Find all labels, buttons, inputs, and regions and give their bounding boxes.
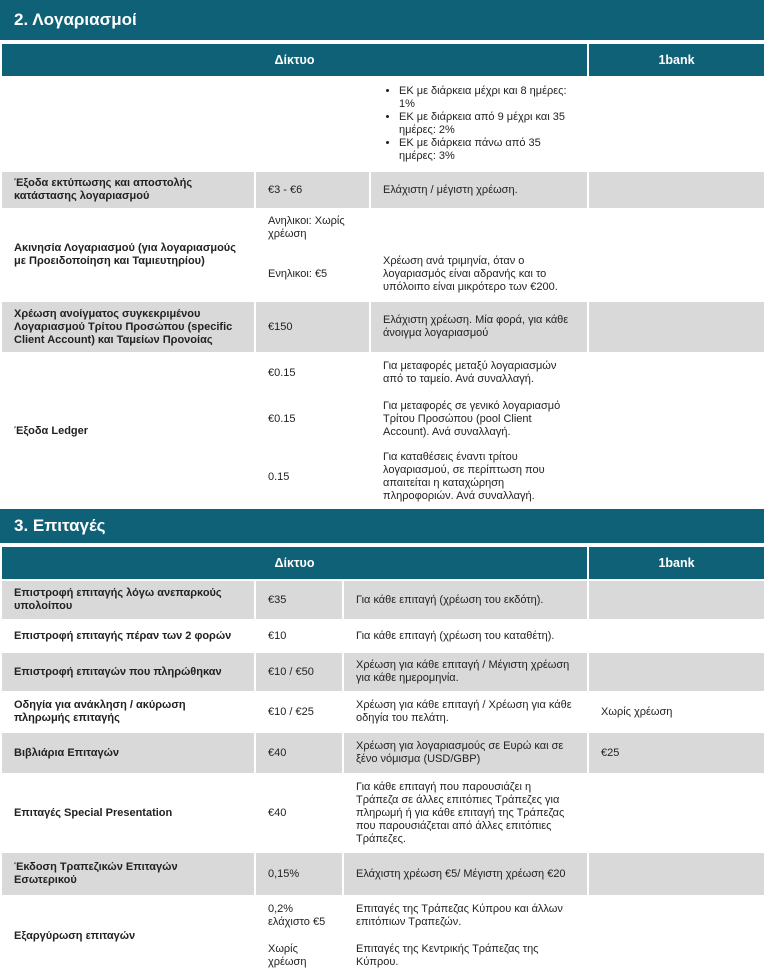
dormant-adult-desc: Χρέωση ανά τριμηνία, όταν ο λογαριασμός είναι αδρανής και το υπόλοιπο είναι μικρότερο των €200.: [370, 247, 588, 301]
section-title-accounts: 2. Λογαριασμοί: [0, 0, 764, 40]
cheque-fee-value: €10: [255, 620, 343, 652]
empty-cell: [588, 393, 764, 445]
encashment-fee: Χωρίς χρέωση: [255, 936, 343, 976]
ledger-fee: €0.15: [255, 393, 370, 445]
penalty-item: • ΕΚ με διάρκεια από 9 μέχρι και 35 ημέρες: 2%: [399, 111, 575, 137]
penalty-item: • ΕΚ με διάρκεια πάνω από 35 ημέρες: 3%: [399, 137, 575, 163]
cheque-fee-value: €40: [255, 732, 343, 774]
empty-cell: [588, 353, 764, 393]
empty-cell: [588, 77, 764, 171]
section-title-cheques: 3. Επιταγές: [0, 509, 764, 543]
penalty-list-cell: [370, 77, 588, 171]
client-account-desc: Ελάχιστη χρέωση. Μία φορά, για κάθε άνοιγμα λογαριασμού: [370, 301, 588, 353]
cheque-fee-bank: [588, 620, 764, 652]
table-row: [1, 732, 764, 774]
table-row: [1, 692, 764, 732]
table-row: [1, 171, 764, 209]
ledger-fee: 0.15: [255, 445, 370, 509]
cheque-fee-label: Έκδοση Τραπεζικών Επιταγών Εσωτερικού: [1, 852, 255, 896]
cheque-fee-label: Οδηγία για ανάκληση / ακύρωση πληρωμής επιταγής: [1, 692, 255, 732]
network-column-header: Δίκτυο: [1, 546, 588, 580]
dormant-minor-fee: Ανηλικοι: Χωρίς χρέωση: [255, 209, 370, 247]
ledger-desc: Για μεταφορές σε γενικό λογαριασμό Τρίτου Προσώπου (pool Client Account). Ανά συναλλαγή.: [370, 393, 588, 445]
penalty-list: [383, 85, 575, 163]
cheque-fee-bank: [588, 774, 764, 852]
statement-fee-bank: [588, 171, 764, 209]
cheque-fee-desc: Για κάθε επιταγή (χρέωση του καταθέτη).: [343, 620, 588, 652]
table-row: [1, 301, 764, 353]
table-row: [1, 652, 764, 692]
1bank-column-header: 1bank: [588, 43, 764, 77]
accounts-fee-table: [0, 42, 764, 510]
cheque-fee-desc: Για κάθε επιταγή (χρέωση του εκδότη).: [343, 580, 588, 620]
cheque-fee-label: Επιστροφή επιταγών που πληρώθηκαν: [1, 652, 255, 692]
empty-cell: [588, 896, 764, 936]
dormant-account-label: Ακινησία Λογαριασμού (για λογαριασμούς με Προειδοποίηση και Ταμιευτηρίου): [1, 209, 255, 301]
table-row: [1, 620, 764, 652]
cheque-fee-desc: Χρέωση για κάθε επιταγή / Μέγιστη χρέωση για κάθε ημερομηνία.: [343, 652, 588, 692]
encashment-label: Εξαργύρωση επιταγών: [1, 896, 255, 976]
empty-cell: [255, 77, 370, 171]
statement-fee-label: Έξοδα εκτύπωσης και αποστολής κατάστασης λογαριασμού: [1, 171, 255, 209]
empty-cell: [1, 77, 255, 171]
cheque-fee-desc: Για κάθε επιταγή που παρουσιάζει η Τράπεζα σε άλλες επιτόπιες Τράπεζες για πληρωμή ή για κάθε επιταγή της Τράπεζας που παρουσιάζεται από άλλες επιτόπιες Τράπεζες.: [343, 774, 588, 852]
empty-cell: [588, 445, 764, 509]
dormant-adult-fee: Ενηλικοι: €5: [255, 247, 370, 301]
empty-cell: [588, 247, 764, 301]
1bank-column-header: 1bank: [588, 546, 764, 580]
client-account-fee: €150: [255, 301, 370, 353]
ledger-desc: Για μεταφορές μεταξύ λογαριασμών από το ταμείο. Ανά συναλλαγή.: [370, 353, 588, 393]
table-row: [1, 353, 764, 393]
table-row: [1, 209, 764, 247]
empty-cell: [588, 209, 764, 247]
table-row: [1, 774, 764, 852]
ledger-desc: Για καταθέσεις έναντι τρίτου λογαριασμού, σε περίπτωση που απαιτείται η καταχώρηση πληροφοριών. Ανά συναλλαγή.: [370, 445, 588, 509]
cheque-fee-desc: Ελάχιστη χρέωση €5/ Μέγιστη χρέωση €20: [343, 852, 588, 896]
cheque-fee-bank: Χωρίς χρέωση: [588, 692, 764, 732]
ledger-fee: €0.15: [255, 353, 370, 393]
client-account-label: Χρέωση ανοίγματος συγκεκριμένου Λογαριασμού Τρίτου Προσώπου (specific Client Account) και Ταμείων Προνοίας: [1, 301, 255, 353]
cheque-fee-value: €40: [255, 774, 343, 852]
cheque-fee-value: 0,15%: [255, 852, 343, 896]
cheque-fee-label: Επιστροφή επιταγής λόγω ανεπαρκούς υπολοίπου: [1, 580, 255, 620]
penalty-item: • ΕΚ με διάρκεια μέχρι και 8 ημέρες: 1%: [399, 85, 575, 111]
cheque-fee-desc: Χρέωση για λογαριασμούς σε Ευρώ και σε ξένο νόμισμα (USD/GBP): [343, 732, 588, 774]
empty-cell: [588, 936, 764, 976]
cheque-fee-label: Βιβλιάρια Επιταγών: [1, 732, 255, 774]
statement-fee-desc: Ελάχιστη / μέγιστη χρέωση.: [370, 171, 588, 209]
cheque-fee-bank: [588, 652, 764, 692]
encashment-fee: 0,2% ελάχιστο €5: [255, 896, 343, 936]
table-row: [1, 896, 764, 936]
cheque-fee-bank: [588, 580, 764, 620]
table-row: [1, 852, 764, 896]
empty-cell: [588, 301, 764, 353]
network-column-header: Δίκτυο: [1, 43, 588, 77]
ledger-label: Έξοδα Ledger: [1, 353, 255, 509]
table-row: [1, 580, 764, 620]
encashment-desc: Επιταγές της Κεντρικής Τράπεζας της Κύπρου.: [343, 936, 588, 976]
encashment-desc: Επιταγές της Τράπεζας Κύπρου και άλλων επιτόπιων Τραπεζών.: [343, 896, 588, 936]
empty-cell: [370, 209, 588, 247]
cheque-fee-value: €35: [255, 580, 343, 620]
cheque-fee-label: Επιστροφή επιταγής πέραν των 2 φορών: [1, 620, 255, 652]
cheques-fee-table: [0, 545, 764, 977]
cheque-fee-desc: Χρέωση για κάθε επιταγή / Χρέωση για κάθε οδηγία του πελάτη.: [343, 692, 588, 732]
cheque-fee-label: Επιταγές Special Presentation: [1, 774, 255, 852]
cheque-fee-bank: [588, 852, 764, 896]
cheque-fee-value: €10 / €25: [255, 692, 343, 732]
statement-fee-value: €3 - €6: [255, 171, 370, 209]
cheque-fee-value: €10 / €50: [255, 652, 343, 692]
cheque-fee-bank: €25: [588, 732, 764, 774]
